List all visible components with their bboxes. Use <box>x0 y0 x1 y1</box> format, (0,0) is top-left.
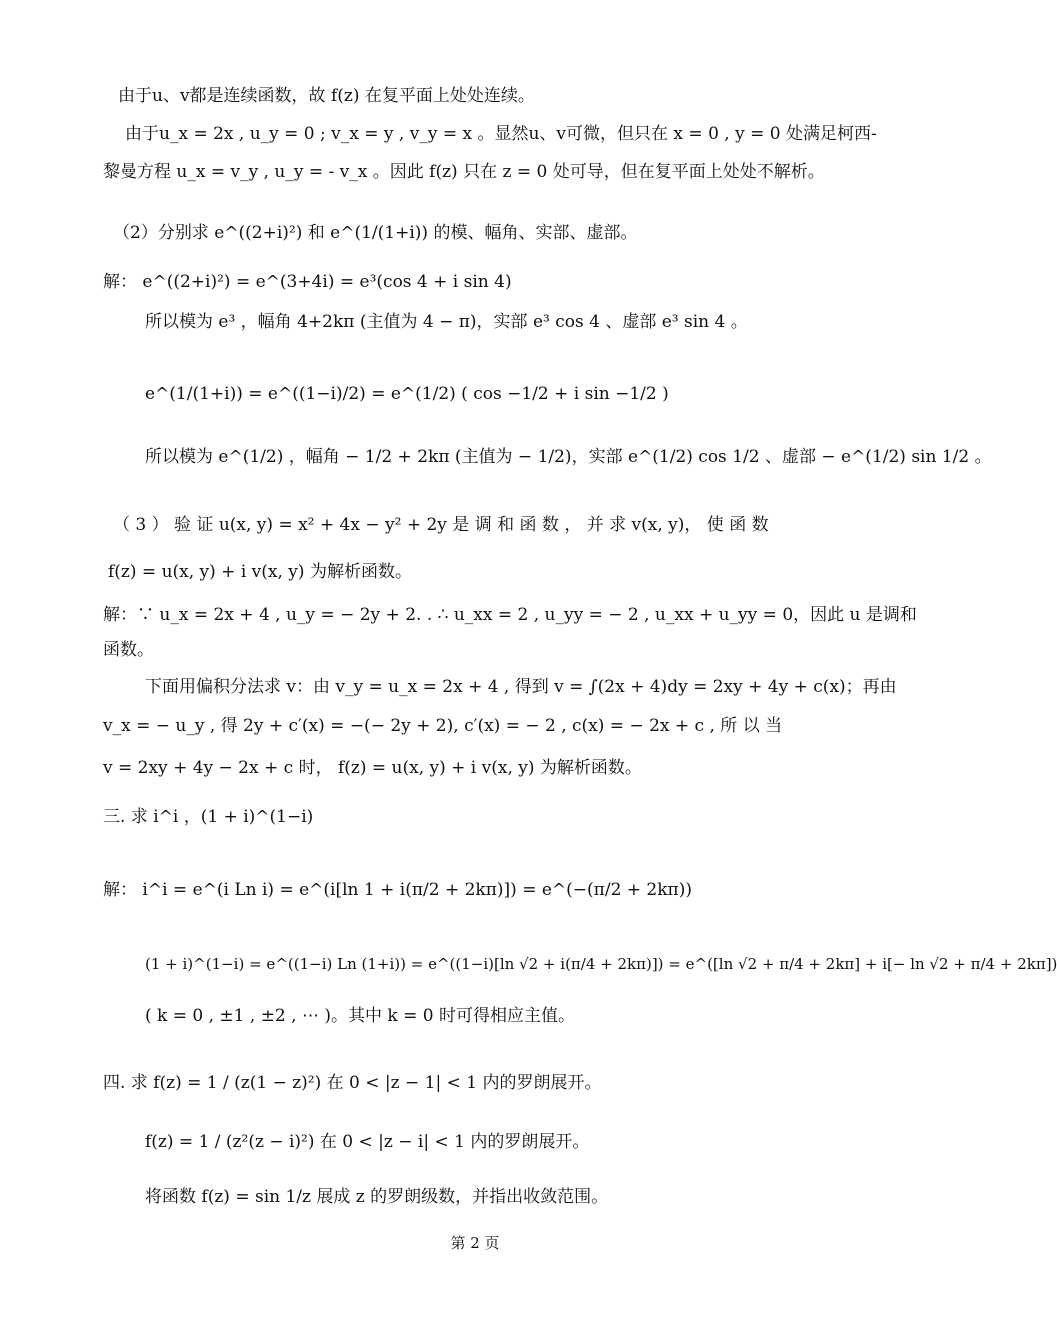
page-number: 第 2 页 <box>450 1234 500 1252</box>
line-12 <box>103 638 154 662</box>
text-line-22: 将函数 f(z) = sin 1/z 展成 z 的罗朗级数，并指出收敛范围。 <box>145 1187 609 1207</box>
line-16 <box>103 805 313 829</box>
text-line-5: 解： e^((2+i)²) = e^(3+4i) = e³(cos 4 + i sin 4) <box>103 272 512 292</box>
line-7 <box>145 382 669 406</box>
line-19 <box>145 1004 575 1028</box>
text-line-12: 函数。 <box>103 640 154 660</box>
text-line-3: 黎曼方程 u_x = v_y , u_y = - v_x 。因此 f(z) 只在 z = 0 处可导，但在复平面上处处不解析。 <box>103 162 825 182</box>
line-17 <box>103 878 692 902</box>
line-22 <box>145 1185 608 1209</box>
line-18 <box>145 952 1057 976</box>
text-line-2: 由于u_x = 2x , u_y = 0 ; v_x = y , v_y = x 。显然u、v可微，但只在 x = 0 , y = 0 处满足柯西- <box>125 124 877 144</box>
text-line-1: 由于u、v都是连续函数，故 f(z) 在复平面上处处连续。 <box>118 86 535 106</box>
line-8 <box>145 445 992 469</box>
text-line-18: (1 + i)^(1−i) = e^((1−i) Ln (1+i)) = e^((1−i)[ln √2 + i(π/4 + 2kπ)]) = e^([ln √2 + π/4 + 2kπ] + i[− ln √2 + π/4 + 2kπ]) <box>145 955 1057 973</box>
line-21 <box>145 1130 589 1154</box>
text-line-11: 解：∵ u_x = 2x + 4 , u_y = − 2y + 2. . ∴ u_xx = 2 , u_yy = − 2 , u_xx + u_yy = 0，因此 u 是调和 <box>103 605 917 625</box>
line-6 <box>145 310 748 334</box>
line-1 <box>118 84 535 108</box>
text-line-8: 所以模为 e^(1/2) ，幅角 − 1/2 + 2kπ (主值为 − 1/2)，实部 e^(1/2) cos 1/2 、虚部 − e^(1/2) sin 1/2 。 <box>145 447 992 467</box>
page-footer <box>0 1232 950 1253</box>
line-15 <box>103 756 642 780</box>
text-line-7: e^(1/(1+i)) = e^((1−i)/2) = e^(1/2) ( cos −1/2 + i sin −1/2 ) <box>145 384 669 404</box>
text-line-14: v_x = − u_y , 得 2y + c′(x) = −(− 2y + 2), c′(x) = − 2 , c(x) = − 2x + c , 所 以 当 <box>103 716 783 736</box>
text-line-4: （2）分别求 e^((2+i)²) 和 e^(1/(1+i)) 的模、幅角、实部、虚部。 <box>113 223 638 243</box>
text-line-16: 三. 求 i^i ，(1 + i)^(1−i) <box>103 807 314 827</box>
line-5 <box>103 270 512 294</box>
text-line-6: 所以模为 e³ ，幅角 4+2kπ (主值为 4 − π)，实部 e³ cos 4 、虚部 e³ sin 4 。 <box>145 312 748 332</box>
line-20 <box>103 1071 601 1095</box>
text-line-19: ( k = 0 , ±1 , ±2 , ⋯ )。其中 k = 0 时可得相应主值。 <box>145 1006 575 1026</box>
text-line-13: 下面用偏积分法求 v：由 v_y = u_x = 2x + 4 , 得到 v = ∫(2x + 4)dy = 2xy + 4y + c(x)；再由 <box>145 677 897 697</box>
text-line-9: （ 3 ） 验 证 u(x, y) = x² + 4x − y² + 2y 是 调 和 函 数 ， 并 求 v(x, y)， 使 函 数 <box>113 515 769 535</box>
text-line-15: v = 2xy + 4y − 2x + c 时， f(z) = u(x, y) + i v(x, y) 为解析函数。 <box>103 758 642 778</box>
line-2 <box>125 122 877 146</box>
line-13 <box>145 675 897 699</box>
line-9 <box>113 513 769 537</box>
line-14 <box>103 714 782 738</box>
line-10 <box>108 560 412 584</box>
text-line-21: f(z) = 1 / (z²(z − i)²) 在 0 < |z − i| < 1 内的罗朗展开。 <box>145 1132 590 1152</box>
line-4 <box>113 221 637 245</box>
text-line-20: 四. 求 f(z) = 1 / (z(1 − z)²) 在 0 < |z − 1| < 1 内的罗朗展开。 <box>103 1073 602 1093</box>
line-3 <box>103 160 825 184</box>
line-11 <box>103 603 917 627</box>
text-line-10: f(z) = u(x, y) + i v(x, y) 为解析函数。 <box>108 562 412 582</box>
text-line-17: 解： i^i = e^(i Ln i) = e^(i[ln 1 + i(π/2 + 2kπ)]) = e^(−(π/2 + 2kπ)) <box>103 880 692 900</box>
